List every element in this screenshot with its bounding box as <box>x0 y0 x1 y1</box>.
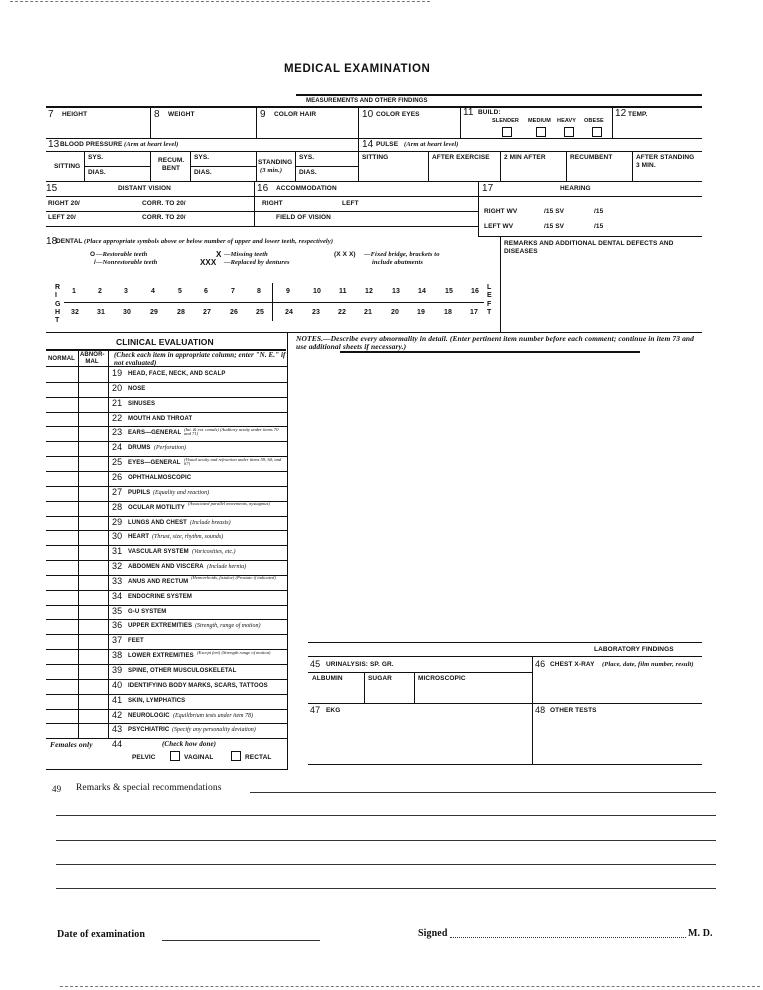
clinical-item-number: 33 <box>112 575 123 586</box>
clinical-item-label: OCULAR MOTILITY <box>128 504 185 511</box>
dental-label: DENTAL <box>56 238 83 245</box>
clinical-item-number: 30 <box>112 531 123 542</box>
pulse-3min-label: 3 MIN. <box>636 162 656 169</box>
distant-vision-label: DISTANT VISION <box>118 185 171 192</box>
abnormal-check-cell[interactable] <box>79 665 107 678</box>
clinical-item-label: HEAD, FACE, NECK, AND SCALP <box>128 371 226 377</box>
bp-standing-min: (3 min.) <box>260 167 283 174</box>
upper-tooth-number: 6 <box>204 288 208 295</box>
clinical-item-note: (Strength, range of motion) <box>195 623 261 630</box>
pulse-after-standing-label: AFTER STANDING <box>636 154 695 161</box>
clinical-item-number: 42 <box>112 709 123 720</box>
blood-pressure-note: (Arm at heart level) <box>124 141 179 148</box>
upper-tooth-number: 16 <box>471 288 479 295</box>
scan-edge <box>60 986 760 987</box>
lower-tooth-number: 27 <box>203 309 211 316</box>
clinical-item-note: (Include hernia) <box>207 564 247 571</box>
clinical-item-label: NOSE <box>128 385 146 392</box>
normal-check-cell[interactable] <box>47 398 77 411</box>
date-of-examination-label: Date of examination <box>57 929 145 940</box>
item-number: 14 <box>362 139 374 150</box>
build-obese-label: OBESE <box>584 118 604 124</box>
clinical-item-label: ANUS AND RECTUM <box>128 578 189 585</box>
vision-corr-right-label: CORR. TO 20/ <box>142 200 186 207</box>
abnormal-check-cell[interactable] <box>79 710 107 723</box>
tooth-chart-midline <box>272 283 273 321</box>
remarks-line[interactable] <box>56 888 716 889</box>
build-medium-checkbox[interactable] <box>536 127 546 137</box>
lower-tooth-number: 30 <box>123 309 131 316</box>
normal-check-cell[interactable] <box>47 606 77 619</box>
item-number: 18 <box>46 236 58 247</box>
dental-note: (Place appropriate symbols above or below number of upper and lower teeth, respectively) <box>84 238 334 245</box>
build-heavy-label: HEAVY <box>557 118 577 124</box>
abnormal-check-cell[interactable] <box>79 576 107 589</box>
item-number: 16 <box>257 183 269 194</box>
bp-sys-label-2: SYS. <box>194 154 210 161</box>
normal-check-cell[interactable] <box>47 517 77 530</box>
clinical-item-number: 37 <box>112 635 123 646</box>
clinical-item-label: SPINE, OTHER MUSCULOSKELETAL <box>128 668 237 674</box>
bp-sitting-label: SITTING <box>54 163 81 170</box>
section-header: MEASUREMENTS AND OTHER FINDINGS <box>306 98 428 104</box>
abnormal-check-cell[interactable] <box>79 472 107 485</box>
normal-check-cell[interactable] <box>47 724 77 737</box>
accommodation-left-label: LEFT <box>342 200 359 207</box>
remarks-label: Remarks & special recommendations <box>76 783 222 793</box>
build-obese-checkbox[interactable] <box>592 127 602 137</box>
abnormal-check-cell[interactable] <box>79 502 107 515</box>
clinical-instructions: (Check each item in appropriate column; enter "N. E." if not evaluated) <box>114 351 286 368</box>
clinical-item-number: 25 <box>112 457 123 468</box>
height-label: HEIGHT <box>62 111 88 118</box>
item-number: 48 <box>535 705 546 715</box>
clinical-item-label: SKIN, LYMPHATICS <box>128 697 186 704</box>
clinical-item-number: 41 <box>112 694 123 705</box>
upper-tooth-number: 12 <box>365 288 373 295</box>
lower-tooth-number: 25 <box>256 309 264 316</box>
upper-tooth-number: 11 <box>339 288 347 295</box>
abnormal-check-cell[interactable] <box>79 695 107 708</box>
remarks-line[interactable] <box>56 864 716 865</box>
dental-desc-xxx: —Replaced by dentures <box>224 259 290 266</box>
lower-tooth-number: 29 <box>150 309 158 316</box>
normal-check-cell[interactable] <box>47 576 77 589</box>
normal-check-cell[interactable] <box>47 442 77 455</box>
pelvic-label: PELVIC <box>132 754 156 761</box>
vaginal-checkbox[interactable] <box>170 751 180 761</box>
clinical-item-label: SINUSES <box>128 400 156 407</box>
bp-dias-label: DIAS. <box>88 169 106 176</box>
clinical-item-label: HEART <box>128 534 150 541</box>
dental-desc-bridge-2: include abutments <box>372 259 423 266</box>
normal-check-cell[interactable] <box>47 710 77 723</box>
clinical-item-number: 43 <box>112 724 123 735</box>
clinical-item-number: 19 <box>112 368 123 378</box>
dental-sym-slash: / <box>94 259 96 266</box>
dental-remarks-label: REMARKS AND ADDITIONAL DENTAL DEFECTS AND DISEASES <box>504 240 674 255</box>
lower-tooth-number: 21 <box>364 309 372 316</box>
clinical-evaluation-title: CLINICAL EVALUATION <box>116 337 214 347</box>
abnormal-check-cell[interactable] <box>79 680 107 693</box>
build-heavy-checkbox[interactable] <box>564 127 574 137</box>
dental-right-label: RIGHT <box>55 284 61 324</box>
upper-tooth-number: 5 <box>178 288 182 295</box>
abnormal-check-cell[interactable] <box>79 517 107 530</box>
abnormal-check-cell[interactable] <box>79 591 107 604</box>
clinical-item-number: 27 <box>112 486 123 497</box>
clinical-item-label: ENDOCRINE SYSTEM <box>128 593 192 600</box>
rectal-checkbox[interactable] <box>231 751 241 761</box>
hearing-right-sv-label: /15 SV <box>544 208 565 215</box>
chest-xray-note: (Place, date, film number, result) <box>602 661 694 668</box>
clinical-item-note: (Associated parallel movements, nystagmus) <box>188 501 270 507</box>
normal-check-cell[interactable] <box>47 620 77 633</box>
clinical-item-label: LUNGS AND CHEST <box>128 519 187 526</box>
lower-tooth-number: 26 <box>230 309 238 316</box>
upper-tooth-number: 7 <box>231 288 235 295</box>
signed-label: Signed <box>418 928 448 939</box>
normal-check-cell[interactable] <box>47 635 77 648</box>
lower-tooth-number: 24 <box>285 309 293 316</box>
clinical-item-note: (Perforation) <box>154 445 186 452</box>
pulse-after-exercise-label: AFTER EXERCISE <box>432 154 490 161</box>
abnormal-column-header: ABNOR-MAL <box>80 352 105 365</box>
upper-tooth-number: 8 <box>257 288 261 295</box>
abnormal-check-cell[interactable] <box>79 487 107 500</box>
clinical-item-note: (Except feet) (Strength range of motion) <box>197 649 271 655</box>
page-title: MEDICAL EXAMINATION <box>284 63 431 75</box>
dental-desc-bridge: —Fixed bridge, brackets to <box>364 251 440 258</box>
check-how-done-label: (Check how done) <box>162 740 217 748</box>
abnormal-check-cell[interactable] <box>79 368 107 381</box>
color-eyes-label: COLOR EYES <box>376 111 420 118</box>
dental-desc-slash: —Nonrestorable teeth <box>96 259 158 266</box>
clinical-item-label: FEET <box>128 638 144 645</box>
item-number: 9 <box>260 109 266 120</box>
clinical-item-number: 24 <box>112 442 123 453</box>
clinical-item-note: (Include breasts) <box>190 519 231 526</box>
dental-sym-bridge: (X X X) <box>334 251 356 258</box>
build-medium-label: MEDIUM <box>528 118 551 124</box>
normal-check-cell[interactable] <box>47 591 77 604</box>
abnormal-check-cell[interactable] <box>79 635 107 648</box>
clinical-item-label: IDENTIFYING BODY MARKS, SCARS, TATTOOS <box>128 682 268 689</box>
clinical-item-label: NEUROLOGIC <box>128 712 170 719</box>
pulse-2min-after-label: 2 MIN AFTER <box>504 154 546 161</box>
lower-tooth-number: 22 <box>338 309 346 316</box>
abnormal-check-cell[interactable] <box>79 650 107 663</box>
vision-corr-left-label: CORR. TO 20/ <box>142 214 186 221</box>
bp-recum-label: RECUM. <box>158 157 185 164</box>
date-line[interactable] <box>162 940 320 941</box>
blood-pressure-label: BLOOD PRESSURE <box>60 141 123 148</box>
clinical-item-note: (Thrust, size, rhythm, sounds) <box>152 534 224 541</box>
clinical-item-label: G-U SYSTEM <box>128 608 167 615</box>
abnormal-check-cell[interactable] <box>79 724 107 737</box>
pulse-recumbent-label: RECUMBENT <box>570 154 613 161</box>
clinical-item-number: 35 <box>112 605 123 616</box>
field-of-vision-label: FIELD OF VISION <box>276 214 331 221</box>
item-number: 7 <box>48 109 54 120</box>
lower-tooth-number: 32 <box>71 309 79 316</box>
item-number: 8 <box>154 109 160 120</box>
item-number: 15 <box>46 183 58 194</box>
microscopic-label: MICROSCOPIC <box>418 675 466 682</box>
temp-label: TEMP. <box>628 111 648 118</box>
notes-text: NOTES.—Describe every abnormality in detail. (Enter pertinent item number before each comment; continue in item 73 and use additional sheets if necessary.) <box>296 334 695 351</box>
abnormal-check-cell[interactable] <box>79 413 107 426</box>
accommodation-label: ACCOMMODATION <box>276 185 337 192</box>
hearing-left-15-label: /15 <box>594 223 604 230</box>
abnormal-check-cell[interactable] <box>79 427 107 440</box>
dental-left-label: LEFT <box>487 284 492 316</box>
hearing-label: HEARING <box>560 185 591 192</box>
bp-dias-label-3: DIAS. <box>299 169 317 176</box>
dental-desc-o: —Restorable teeth <box>96 251 148 258</box>
md-label: M. D. <box>688 928 713 939</box>
normal-check-cell[interactable] <box>47 487 77 500</box>
clinical-item-number: 21 <box>112 397 123 408</box>
clinical-item-label: EYES—GENERAL <box>128 460 181 467</box>
clinical-item-label: MOUTH AND THROAT <box>128 415 193 422</box>
normal-check-cell[interactable] <box>47 502 77 515</box>
lower-tooth-number: 19 <box>417 309 425 316</box>
upper-tooth-number: 2 <box>98 288 102 295</box>
normal-check-cell[interactable] <box>47 531 77 544</box>
abnormal-check-cell[interactable] <box>79 606 107 619</box>
clinical-item-label: UPPER EXTREMITIES <box>128 623 193 630</box>
build-label: BUILD: <box>478 109 501 116</box>
abnormal-check-cell[interactable] <box>79 620 107 633</box>
vision-left-label: LEFT 20/ <box>48 214 76 221</box>
hearing-right-wv-label: RIGHT WV <box>484 208 518 215</box>
divider <box>46 106 702 108</box>
laboratory-findings-title: LABORATORY FINDINGS <box>594 646 674 653</box>
dental-sym-xxx: XXX <box>200 258 217 267</box>
lower-tooth-number: 18 <box>444 309 452 316</box>
remarks-line[interactable] <box>56 815 716 816</box>
tooth-chart-divider <box>64 302 484 303</box>
build-slender-label: SLENDER <box>492 118 519 124</box>
normal-check-cell[interactable] <box>47 427 77 440</box>
clinical-item-note: (Visual acuity and refraction under items 59, 60, and 67) <box>184 456 282 467</box>
clinical-item-label: ABDOMEN AND VISCERA <box>128 564 204 571</box>
clinical-item-number: 20 <box>112 382 123 393</box>
normal-check-cell[interactable] <box>47 650 77 663</box>
clinical-item-label: OPHTHALMOSCOPIC <box>128 474 192 481</box>
sp-gr-label: SP. GR. <box>370 661 394 668</box>
hearing-left-wv-label: LEFT WV <box>484 223 514 230</box>
upper-tooth-number: 3 <box>124 288 128 295</box>
pulse-note: (Arm at heart level) <box>404 141 459 148</box>
sugar-label: SUGAR <box>368 675 392 682</box>
normal-check-cell[interactable] <box>47 665 77 678</box>
accommodation-right-label: RIGHT <box>262 200 283 207</box>
clinical-item-note: (Equality and reaction) <box>153 489 210 496</box>
vision-right-label: RIGHT 20/ <box>48 200 80 207</box>
abnormal-check-cell[interactable] <box>79 442 107 455</box>
upper-tooth-number: 1 <box>72 288 76 295</box>
clinical-item-number: 22 <box>112 412 123 423</box>
albumin-label: ALBUMIN <box>312 675 343 682</box>
color-hair-label: COLOR HAIR <box>274 111 317 118</box>
normal-check-cell[interactable] <box>47 472 77 485</box>
clinical-item-number: 40 <box>112 679 123 690</box>
remarks-line[interactable] <box>56 840 716 841</box>
item-number: 11 <box>463 107 474 118</box>
bp-dias-label-2: DIAS. <box>194 169 212 176</box>
lower-tooth-number: 28 <box>177 309 185 316</box>
clinical-item-note: (Equilibrium tests under item 78) <box>173 712 253 719</box>
clinical-item-number: 32 <box>112 561 123 572</box>
dental-sym-x: X <box>216 250 222 259</box>
clinical-item-number: 29 <box>112 516 123 527</box>
abnormal-check-cell[interactable] <box>79 383 107 396</box>
clinical-item-number: 23 <box>112 427 123 438</box>
lower-tooth-number: 20 <box>391 309 399 316</box>
divider <box>296 94 702 96</box>
item-number: 49 <box>52 784 62 794</box>
normal-check-cell[interactable] <box>47 457 77 470</box>
bp-sys-label-3: SYS. <box>299 154 315 161</box>
item-number: 12 <box>615 108 627 119</box>
normal-check-cell[interactable] <box>47 413 77 426</box>
upper-tooth-number: 9 <box>286 288 290 295</box>
clinical-item-note: (Hemorrhoids, fistulae) (Prostate if indicated) <box>191 575 276 581</box>
normal-check-cell[interactable] <box>47 680 77 693</box>
upper-tooth-number: 14 <box>418 288 426 295</box>
normal-column-header: NORMAL <box>48 356 75 362</box>
abnormal-check-cell[interactable] <box>79 531 107 544</box>
abnormal-check-cell[interactable] <box>79 546 107 559</box>
bp-bent-label: BENT <box>162 165 181 172</box>
abnormal-check-cell[interactable] <box>79 457 107 470</box>
item-number: 47 <box>310 705 321 715</box>
urinalysis-label: URINALYSIS: <box>326 661 369 668</box>
item-number: 17 <box>482 183 494 194</box>
item-number: 13 <box>48 139 60 150</box>
other-tests-label: OTHER TESTS <box>550 707 597 714</box>
clinical-item-number: 28 <box>112 501 123 512</box>
upper-tooth-number: 15 <box>445 288 453 295</box>
item-number: 10 <box>362 109 374 120</box>
clinical-item-label: PUPILS <box>128 489 151 496</box>
clinical-item-note: (Int. & ext. canals) (Auditory acuity under items 70 and 71) <box>184 426 279 437</box>
lower-tooth-number: 17 <box>470 309 478 316</box>
females-only-label: Females only <box>50 740 93 749</box>
clinical-item-label: EARS—GENERAL <box>128 430 182 437</box>
pulse-label: PULSE <box>376 141 399 148</box>
vaginal-label: VAGINAL <box>184 754 214 761</box>
item-number: 46 <box>535 659 546 669</box>
bp-sys-label: SYS. <box>88 154 104 161</box>
normal-check-cell[interactable] <box>47 695 77 708</box>
pulse-sitting-label: SITTING <box>362 154 389 161</box>
normal-check-cell[interactable] <box>47 368 77 381</box>
build-slender-checkbox[interactable] <box>502 127 512 137</box>
hearing-right-15-label: /15 <box>594 208 604 215</box>
abnormal-check-cell[interactable] <box>79 561 107 574</box>
clinical-item-label: DRUMS <box>128 445 151 452</box>
clinical-item-number: 39 <box>112 665 123 675</box>
clinical-item-label: VASCULAR SYSTEM <box>128 549 189 556</box>
signature-line[interactable] <box>450 937 686 938</box>
dental-desc-x: —Missing teeth <box>224 251 268 258</box>
upper-tooth-number: 13 <box>392 288 400 295</box>
chest-xray-label: CHEST X-RAY <box>550 661 595 668</box>
normal-check-cell[interactable] <box>47 561 77 574</box>
clinical-item-number: 31 <box>112 546 123 557</box>
ekg-label: EKG <box>326 707 341 714</box>
clinical-item-number: 36 <box>112 620 123 631</box>
item-number: 45 <box>310 659 321 669</box>
weight-label: WEIGHT <box>168 111 195 118</box>
clinical-item-note: (Varicosities, etc.) <box>192 549 236 556</box>
normal-check-cell[interactable] <box>47 383 77 396</box>
scan-edge <box>10 1 430 2</box>
item-number: 44 <box>112 739 123 749</box>
clinical-item-number: 38 <box>112 650 123 661</box>
normal-check-cell[interactable] <box>47 546 77 559</box>
dental-sym-o: O <box>90 251 96 258</box>
clinical-item-label: PSYCHIATRIC <box>128 727 170 734</box>
rectal-label: RECTAL <box>245 754 272 761</box>
hearing-left-sv-label: /15 SV <box>544 223 565 230</box>
lower-tooth-number: 23 <box>312 309 320 316</box>
clinical-item-number: 34 <box>112 590 123 601</box>
clinical-item-label: LOWER EXTREMITIES <box>128 653 194 660</box>
abnormal-check-cell[interactable] <box>79 398 107 411</box>
lower-tooth-number: 31 <box>97 309 105 316</box>
clinical-item-note: (Specify any personality deviation) <box>172 727 256 734</box>
upper-tooth-number: 10 <box>313 288 321 295</box>
remarks-line[interactable] <box>250 792 716 793</box>
upper-tooth-number: 4 <box>151 288 155 295</box>
clinical-item-number: 26 <box>112 471 123 482</box>
bp-standing-label: STANDING <box>258 159 293 166</box>
